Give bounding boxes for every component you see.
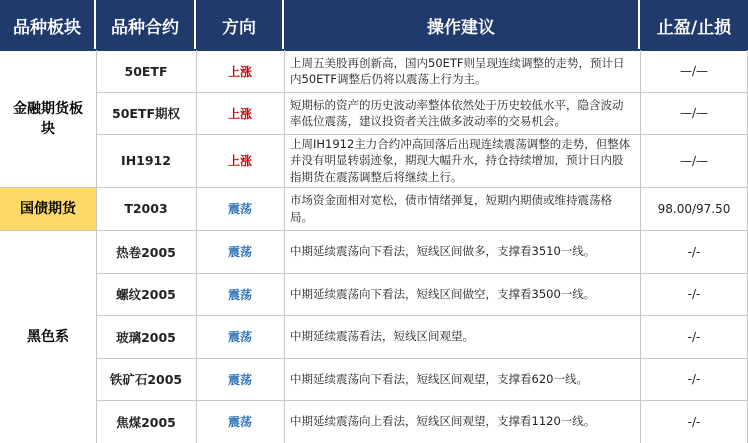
header-direction: 方向 bbox=[196, 0, 284, 50]
divider bbox=[96, 134, 748, 135]
table-row-contract: 焦煤2005 bbox=[116, 414, 176, 430]
direction-range: 震荡 bbox=[227, 330, 252, 344]
table-row-advice: 中期延续震荡向下看法，短线区间观望，支撑看620一线。 bbox=[290, 371, 588, 386]
direction-range: 震荡 bbox=[227, 415, 252, 429]
divider bbox=[96, 358, 748, 359]
table-row-stop: -/- bbox=[687, 372, 701, 386]
header-underline bbox=[0, 49, 748, 51]
header-sector: 品种板块 bbox=[0, 0, 96, 50]
table-row-advice: 中期延续震荡向上看法，短线区间观望，支撑看1120一线。 bbox=[290, 414, 596, 429]
group-black bbox=[0, 230, 96, 443]
table-row-advice: 中期延续震荡看法，短线区间观望。 bbox=[290, 329, 474, 344]
table-row-stop: —/— bbox=[679, 106, 709, 120]
divider bbox=[96, 273, 748, 274]
table-row-contract: T2003 bbox=[124, 201, 168, 216]
divider bbox=[0, 230, 748, 231]
header-contract: 品种合约 bbox=[96, 0, 196, 50]
divider bbox=[96, 400, 748, 401]
group-black-label: 黑色系 bbox=[27, 328, 69, 345]
table-row-stop: 98.00/97.50 bbox=[657, 201, 731, 216]
table-row-stop: -/- bbox=[687, 329, 701, 344]
table-row-advice: 中期延续震荡向下看法，短线区间做多，支撑看3510一线。 bbox=[290, 244, 596, 259]
table-row-advice: 市场资金面相对宽松，债市情绪弹复，短期内期债或维持震荡格局。 bbox=[290, 193, 612, 224]
table-row-stop: -/- bbox=[687, 244, 701, 259]
table-row-advice: 短期标的资产的历史波动率整体依然处于历史较低水平，隐含波动率低位震荡，建议投资者关注做多波动率的交易机会。 bbox=[290, 97, 624, 128]
divider bbox=[0, 187, 748, 188]
table-row-contract: 玻璃2005 bbox=[116, 329, 176, 345]
table-row-stop: —/— bbox=[679, 153, 709, 168]
divider bbox=[196, 50, 197, 443]
divider bbox=[96, 50, 97, 443]
group-financial bbox=[0, 50, 96, 187]
divider bbox=[640, 50, 641, 443]
table-row-advice: 中期延续震荡向下看法，短线区间做空，支撑看3500一线。 bbox=[290, 286, 596, 301]
table-row-contract: 螺纹2005 bbox=[116, 287, 176, 302]
table-row-stop: —/— bbox=[679, 64, 709, 78]
table-row-stop: -/- bbox=[687, 287, 701, 301]
group-bond-label: 国债期货 bbox=[20, 200, 76, 217]
table-row-contract: IH1912 bbox=[121, 153, 171, 168]
table-row-contract: 50ETF bbox=[124, 63, 168, 79]
direction-range: 震荡 bbox=[227, 245, 252, 259]
divider bbox=[96, 315, 748, 316]
group-bond bbox=[0, 187, 96, 230]
direction-range: 震荡 bbox=[227, 202, 252, 216]
divider bbox=[284, 50, 285, 443]
direction-up: 上涨 bbox=[227, 106, 252, 121]
direction-range: 震荡 bbox=[227, 372, 252, 387]
group-financial-label: 金融期货板块 bbox=[13, 100, 83, 137]
table-row-contract: 50ETF期权 bbox=[112, 106, 180, 121]
direction-range: 震荡 bbox=[227, 287, 252, 302]
direction-up: 上涨 bbox=[227, 64, 252, 79]
divider bbox=[96, 92, 748, 93]
header-stop: 止盈/止损 bbox=[640, 0, 748, 50]
table-row-advice: 上周五美股再创新高，国内50ETF则呈现连续调整的走势，预计日内50ETF调整后仍将以震荡上行为主。 bbox=[290, 55, 625, 86]
header-advice: 操作建议 bbox=[284, 0, 640, 50]
table-row-contract: 热卷2005 bbox=[116, 244, 176, 260]
direction-up: 上涨 bbox=[227, 154, 252, 168]
table-row-stop: -/- bbox=[687, 414, 701, 429]
table-row-contract: 铁矿石2005 bbox=[109, 372, 183, 387]
table-row-advice: 上周IH1912主力合约冲高回落后出现连续震荡调整的走势，但整体并没有明显转弱迹象，期现大幅升水，持仓持续增加，预计日内股指期货在震荡调整后将继续上行。 bbox=[290, 136, 631, 184]
